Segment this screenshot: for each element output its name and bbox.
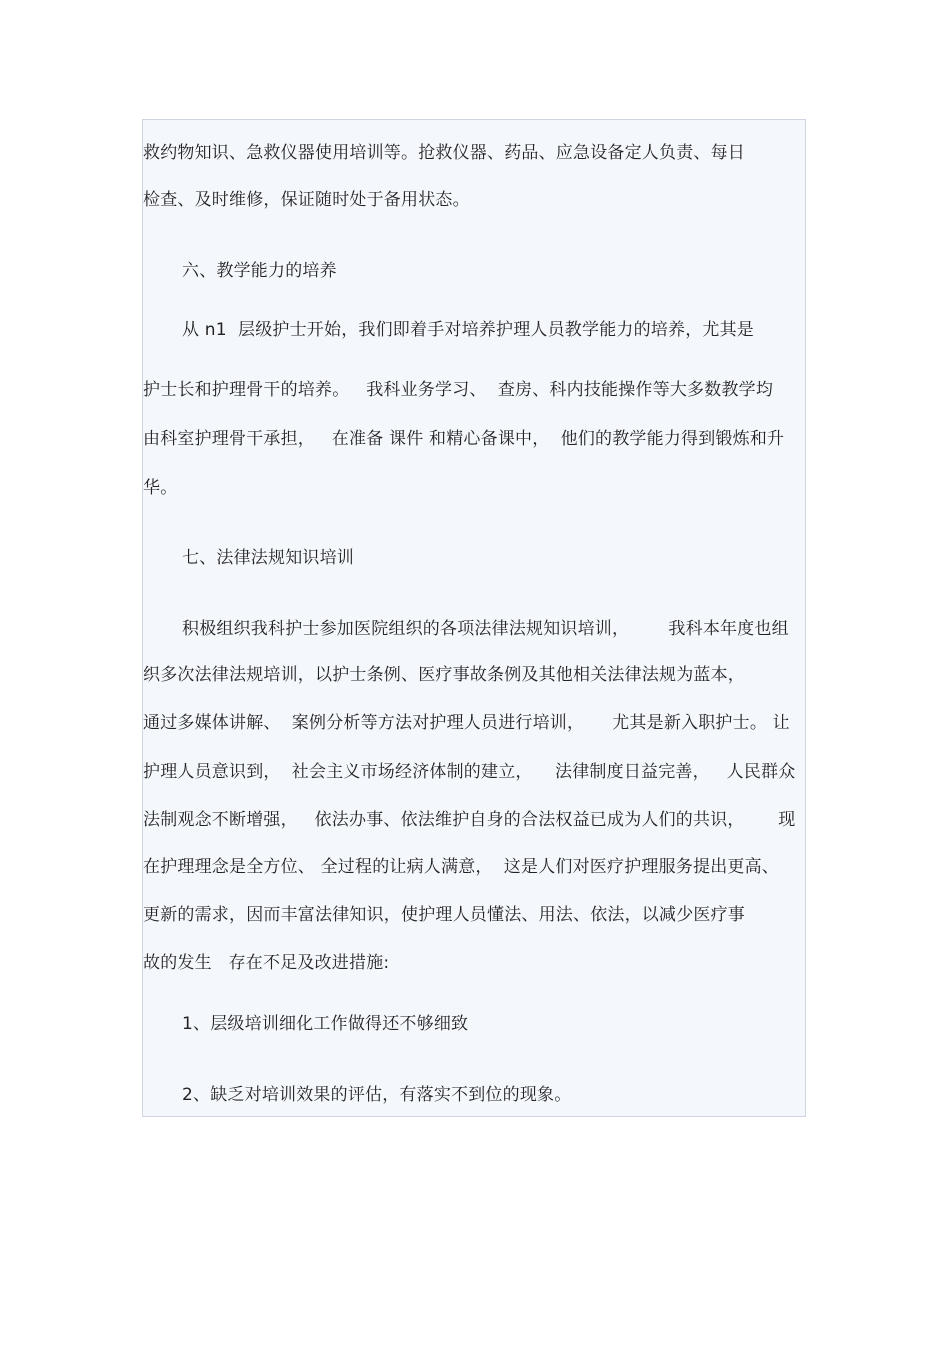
text-line: 华。 — [143, 478, 178, 498]
section-heading: 六、教学能力的培养 — [182, 261, 337, 281]
text-line: 法制观念不断增强， 依法办事、依法维护自身的合法权益已成为人们的共识， 现 — [143, 810, 796, 830]
text-line: 由科室护理骨干承担， 在准备 课件 和精心备课中， 他们的教学能力得到锻炼和升 — [143, 429, 785, 449]
list-item: 2、缺乏对培训效果的评估，有落实不到位的现象。 — [182, 1085, 572, 1105]
text-line: 积极组织我科护士参加医院组织的各项法律法规知识培训， 我科本年度也组 — [182, 619, 789, 639]
text-line: 在护理理念是全方位、 全过程的让病人满意， 这是人们对医疗护理服务提出更高、 — [143, 857, 780, 877]
text-line: 救约物知识、急救仪器使用培训等。抢救仪器、药品、应急设备定人负责、每日 — [143, 143, 745, 163]
text-line: 故的发生 存在不足及改进措施: — [143, 953, 390, 973]
text-line: 护理人员意识到， 社会主义市场经济体制的建立， 法律制度日益完善， 人民群众 — [143, 762, 796, 782]
text-line: 更新的需求，因而丰富法律知识，使护理人员懂法、用法、依法，以减少医疗事 — [143, 905, 745, 925]
section-heading: 七、法律法规知识培训 — [182, 548, 354, 568]
text-line: 检查、及时维修，保证随时处于备用状态。 — [143, 190, 470, 210]
list-item: 1、层级培训细化工作做得还不够细致 — [182, 1014, 469, 1034]
text-line: 护士长和护理骨干的培养。 我科业务学习、 查房、科内技能操作等大多数教学均 — [143, 380, 774, 400]
text-line: 通过多媒体讲解、 案例分析等方法对护理人员进行培训， 尤其是新入职护士。 让 — [143, 713, 790, 733]
text-line: 从 n1 层级护士开始，我们即着手对培养护理人员教学能力的培养，尤其是 — [182, 320, 755, 340]
text-line: 织多次法律法规培训，以护士条例、医疗事故条例及其他相关法律法规为蓝本， — [143, 665, 745, 685]
